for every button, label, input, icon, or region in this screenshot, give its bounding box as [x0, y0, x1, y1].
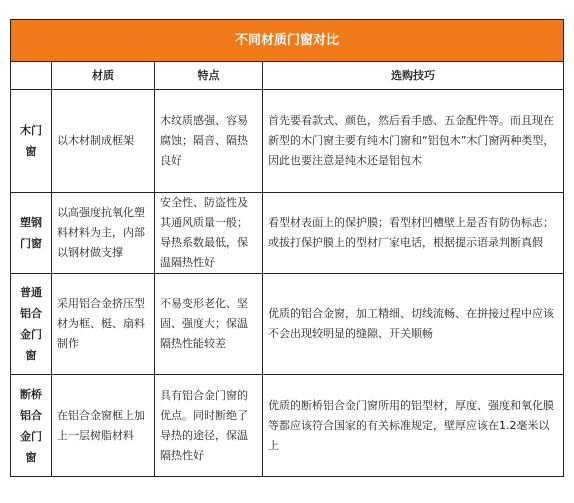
table-row [11, 90, 564, 193]
title-row [11, 20, 564, 62]
row-label-line: 断桥 [20, 387, 42, 401]
row-label-broken-bridge [11, 375, 52, 477]
cell-features: 木纹质感强、容易腐蚀；隔音、隔热良好 [155, 90, 263, 193]
header-features: 特点 [155, 62, 263, 90]
cell-features: 不易变形老化、坚固、强度大；保温隔热性能较差 [155, 274, 263, 375]
header-material: 材质 [52, 62, 155, 90]
row-label-line: 普通 [20, 286, 42, 299]
comparison-table-frame [10, 19, 563, 477]
header-tips: 选购技巧 [263, 62, 564, 90]
row-label-aluminum [11, 274, 52, 375]
header-corner [11, 62, 52, 90]
header-row [11, 62, 564, 90]
row-label-plastic-steel [11, 193, 52, 274]
row-label-line: 金门 [20, 328, 42, 341]
row-label-line: 木门 [20, 124, 42, 137]
cell-material: 以高强度抗氧化塑料材料为主，内部以钢材做支撑 [52, 193, 155, 274]
cell-tips: 首先要看款式、颜色，然后看手感、五金配件等。而且现在新型的木门窗主要有纯木门窗和“铝包木”木门窗两种类型，因此也要注意是纯木还是铝包木 [263, 90, 564, 193]
cell-material: 以木材制成框架 [52, 90, 155, 193]
row-label-line: 金门 [20, 429, 42, 443]
cell-tips: 看型材表面上的保护膜；看型材凹槽壁上是否有防伪标志；或拔打保护膜上的型材厂家电话，根据提示语录判断真假 [263, 193, 564, 274]
cell-tips: 优质的断桥铝合金门窗所用的铝型材，厚度、强度和氧化膜等都应该符合国家的有关标准规定，壁厚应该在1.2毫米以上 [263, 375, 564, 477]
table-title: 不同材质门窗对比 [11, 20, 564, 62]
table-row [11, 274, 564, 375]
cell-tips: 优质的铝合金窗，加工精细、切线流畅、在拼接过程中应该不会出现较明显的缝隙、开关顺畅 [263, 274, 564, 375]
comparison-table [10, 19, 564, 477]
cell-features: 具有铝合金门窗的优点。同时断绝了导热的途径，保温隔热性好 [155, 375, 263, 477]
cell-material: 在铝合金窗框上加上一层树脂材料 [52, 375, 155, 477]
table-row [11, 375, 564, 477]
row-label-line: 塑钢 [20, 216, 42, 229]
row-label-line: 铝合 [20, 408, 42, 422]
cell-material: 采用铝合金挤压型材为框、梃、扇料制作 [52, 274, 155, 375]
row-label-line: 门窗 [20, 237, 42, 250]
row-label-line: 窗 [25, 145, 37, 158]
row-label-line: 窗 [25, 450, 37, 464]
row-label-line: 窗 [25, 349, 37, 362]
row-label-wood [11, 90, 52, 193]
table-row [11, 193, 564, 274]
row-label-line: 铝合 [20, 307, 42, 320]
cell-features: 安全性、防盗性及其通风质量一般；导热系数最低，保温隔热性好 [155, 193, 263, 274]
